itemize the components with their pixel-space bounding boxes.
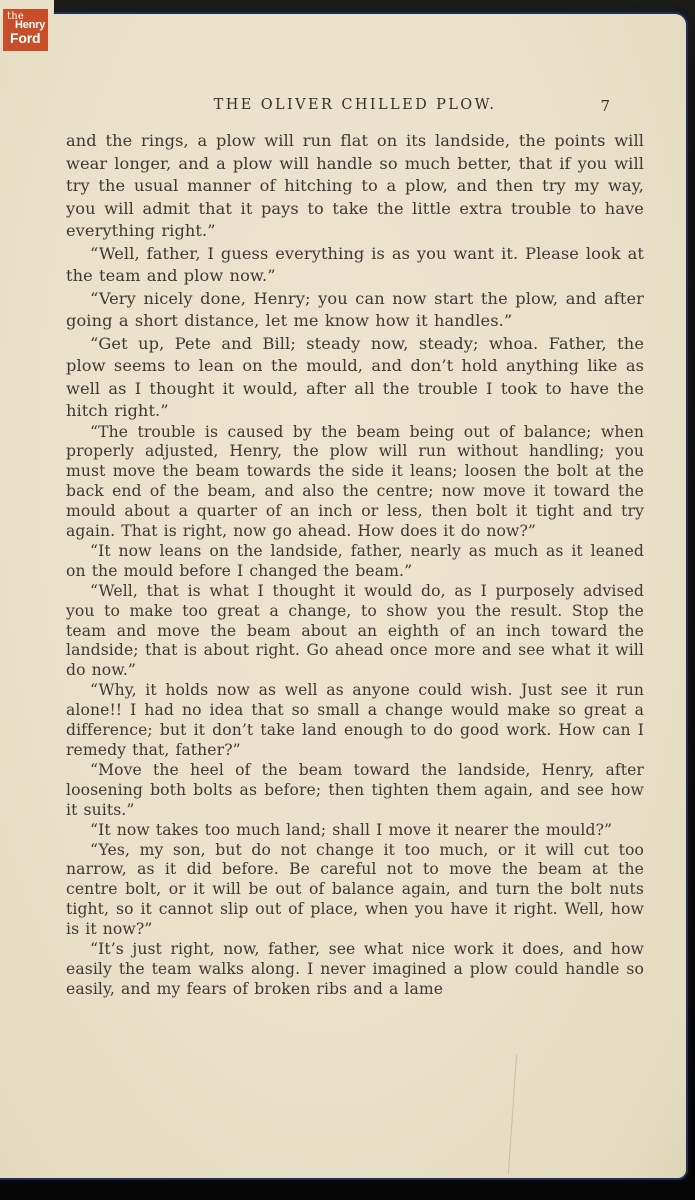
body-paragraph: “Why, it holds now as well as anyone could wish. Just see it run alone!! I had no idea that so small a change would make so great a difference; but it don’t take land enough to do good work. How can I remedy that, father?” xyxy=(66,681,644,759)
running-head xyxy=(66,97,644,113)
body-paragraph: “Well, that is what I thought it would do, as I purposely advised you to make too great a change, to show you the result. Stop the team and move the beam about an eighth of an inch toward the landside; that is about right. Go ahead once more and see what it will do now.” xyxy=(66,581,644,680)
page-content xyxy=(66,97,644,1000)
page-body xyxy=(66,130,644,1000)
running-title: THE OLIVER CHILLED PLOW. xyxy=(213,97,497,113)
body-paragraph: “Well, father, I guess everything is as you want it. Please look at the team and plow now.” xyxy=(66,243,644,285)
logo-word-henry: Henry xyxy=(15,19,46,31)
body-paragraph: “Get up, Pete and Bill; steady now, steady; whoa. Father, the plow seems to lean on the mould, and don’t hold anything like as well as I thought it would, after all the trouble I took to have the hitch right.” xyxy=(66,333,644,420)
logo-word-the: the xyxy=(7,11,24,22)
body-paragraph: “Very nicely done, Henry; you can now start the plow, and after going a short distance, let me know how it handles.” xyxy=(66,288,644,330)
body-paragraph: and the rings, a plow will run flat on its landside, the points will wear longer, and a plow will handle so much better, that if you will try the usual manner of hitching to a plow, and then try my way, you will admit that it pays to take the little extra trouble to have everything right.” xyxy=(66,131,644,240)
henry-ford-logo xyxy=(3,9,48,51)
paper-crease xyxy=(508,1054,517,1174)
logo-word-ford: Ford xyxy=(10,30,41,46)
page-number: 7 xyxy=(600,97,610,115)
body-paragraph: “It now takes too much land; shall I move it nearer the mould?” xyxy=(90,820,613,839)
body-paragraph: “It now leans on the landside, father, nearly as much as it leaned on the mould before I changed the beam.” xyxy=(66,541,644,580)
body-paragraph: “The trouble is caused by the beam being out of balance; when properly adjusted, Henry, the plow will run without handling; you must move the beam towards the side it leans; loosen the bolt at the back end of the beam, and also the centre; now move it toward the mould about a quarter of an inch or less, then bolt it tight and try again. That is right, now go ahead. How does it do now?” xyxy=(66,422,644,541)
body-paragraph: “Yes, my son, but do not change it too much, or it will cut too narrow, as it did before. Be careful not to move the beam at the centre bolt, or it will be out of balance again, and turn the bolt nuts tight, so it cannot slip out of place, when you have it right. Well, how is it now?” xyxy=(66,840,644,939)
body-paragraph: “It’s just right, now, father, see what nice work it does, and how easily the team walks along. I never imagined a plow could handle so easily, and my fears of broken ribs and a lame xyxy=(66,940,644,998)
body-paragraph: “Move the heel of the beam toward the landside, Henry, after loosening both bolts as before; then tighten them again, and see how it suits.” xyxy=(66,760,644,819)
